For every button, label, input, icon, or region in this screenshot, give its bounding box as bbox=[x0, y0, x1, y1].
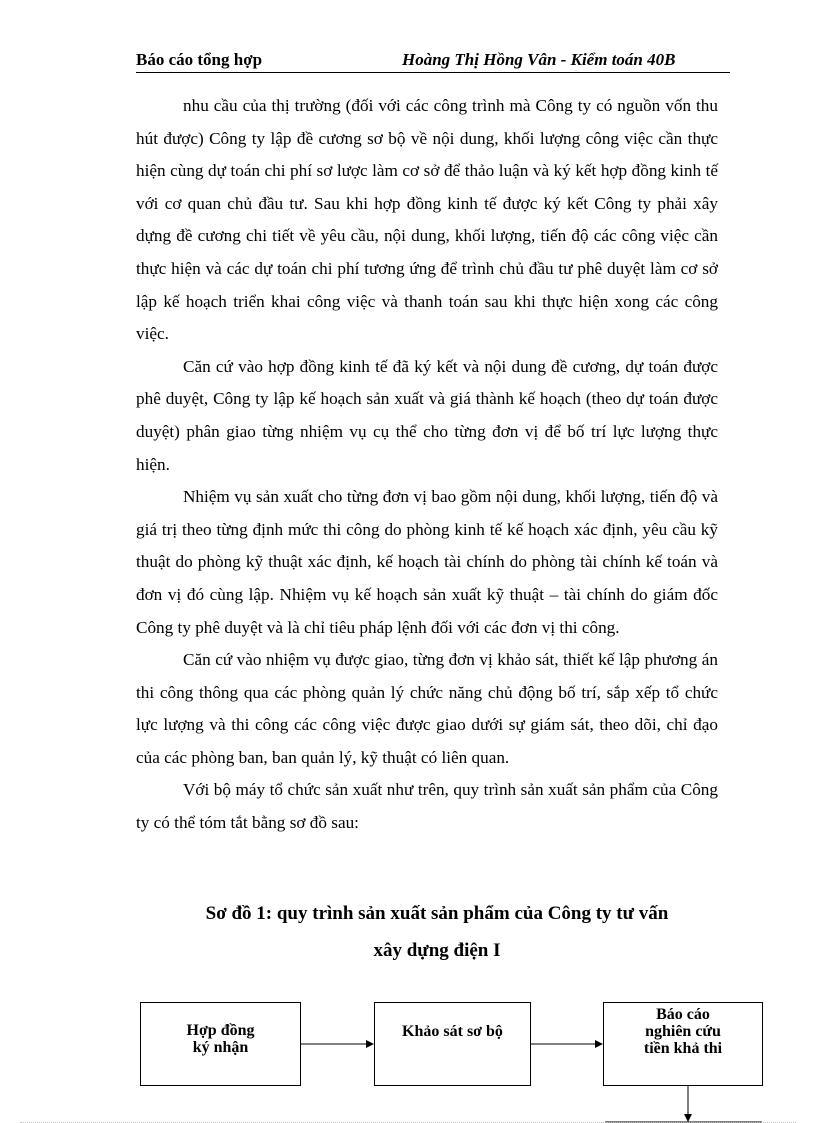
page-header bbox=[136, 48, 730, 73]
body-text bbox=[136, 90, 718, 840]
paragraph-5: Với bộ máy tổ chức sản xuất như trên, quy trình sản xuất sản phẩm của Công ty có thể tóm tắt bằng sơ đồ sau: bbox=[136, 780, 718, 833]
flow-box-survey bbox=[374, 1002, 531, 1086]
paragraph-2: Căn cứ vào hợp đồng kinh tế đã ký kết và nội dung đề cương, dự toán được phê duyệt, Công ty lập kế hoạch sản xuất và giá thành kế hoạch (theo dự toán được duyệt) phân giao từng nhiệm vụ cụ thể cho từng đơn vị để bố trí lực lượng thực hiện. bbox=[136, 356, 718, 474]
flow-box-feasibility-label: Báo cáo nghiên cứu tiền khả thi bbox=[643, 1006, 723, 1057]
flow-box-contract-label: Hợp đồng ký nhận bbox=[186, 1022, 255, 1056]
flow-box-feasibility-report bbox=[603, 1002, 763, 1086]
flow-box-survey-label: Khảo sát sơ bộ bbox=[402, 1023, 503, 1040]
paragraph-4: Căn cứ vào nhiệm vụ được giao, từng đơn vị khảo sát, thiết kế lập phương án thi công thông qua các phòng quản lý chức năng chủ động bố trí, sắp xếp tổ chức lực lượng và thi công các công việc được giao dưới sự giám sát, theo dõi, chỉ đạo của các phòng ban, ban quản lý, kỹ thuật có liên quan. bbox=[136, 650, 718, 767]
diagram-title bbox=[140, 895, 734, 969]
header-report-title: Báo cáo tổng hợp bbox=[136, 50, 263, 69]
diagram-title-line-1: Sơ đồ 1: quy trình sản xuất sản phẩm của Công ty tư vấn bbox=[205, 903, 669, 924]
paragraph-3: Nhiệm vụ sản xuất cho từng đơn vị bao gồm nội dung, khối lượng, tiến độ và giá trị theo từng định mức thi công do phòng kinh tế kế hoạch xác định, yêu cầu kỹ thuật do phòng kỹ thuật xác định, kế hoạch tài chính do phòng tài chính kế toán và đơn vị đó cùng lập. Nhiệm vụ kế hoạch sản xuất kỹ thuật – tài chính do giám đốc Công ty phê duyệt và là chỉ tiêu pháp lệnh đối với các đơn vị thi công. bbox=[136, 487, 718, 637]
header-author: Hoàng Thị Hồng Vân - Kiểm toán 40B bbox=[402, 50, 676, 69]
paragraph-1: nhu cầu của thị trường (đối với các công trình mà Công ty có nguồn vốn thu hút được) Công ty lập đề cương sơ bộ về nội dung, khối lượng công việc cần thực hiện cùng dự toán chi phí sơ lược làm cơ sở để thảo luận và ký kết hợp đồng kinh tế với cơ quan chủ đầu tư. Sau khi hợp đồng kinh tế được ký kết Công ty phải xây dựng đề cương chi tiết về yêu cầu, nội dung, khối lượng, tiến độ các công việc cần thực hiện và các dự toán chi phí tương ứng để trình chủ đầu tư phê duyệt làm cơ sở lập kế hoạch triển khai công việc và thanh toán sau khi thực hiện xong các công việc. bbox=[136, 96, 718, 344]
flow-box-contract bbox=[140, 1002, 301, 1086]
diagram-title-line-2: xây dựng điện I bbox=[373, 940, 501, 961]
